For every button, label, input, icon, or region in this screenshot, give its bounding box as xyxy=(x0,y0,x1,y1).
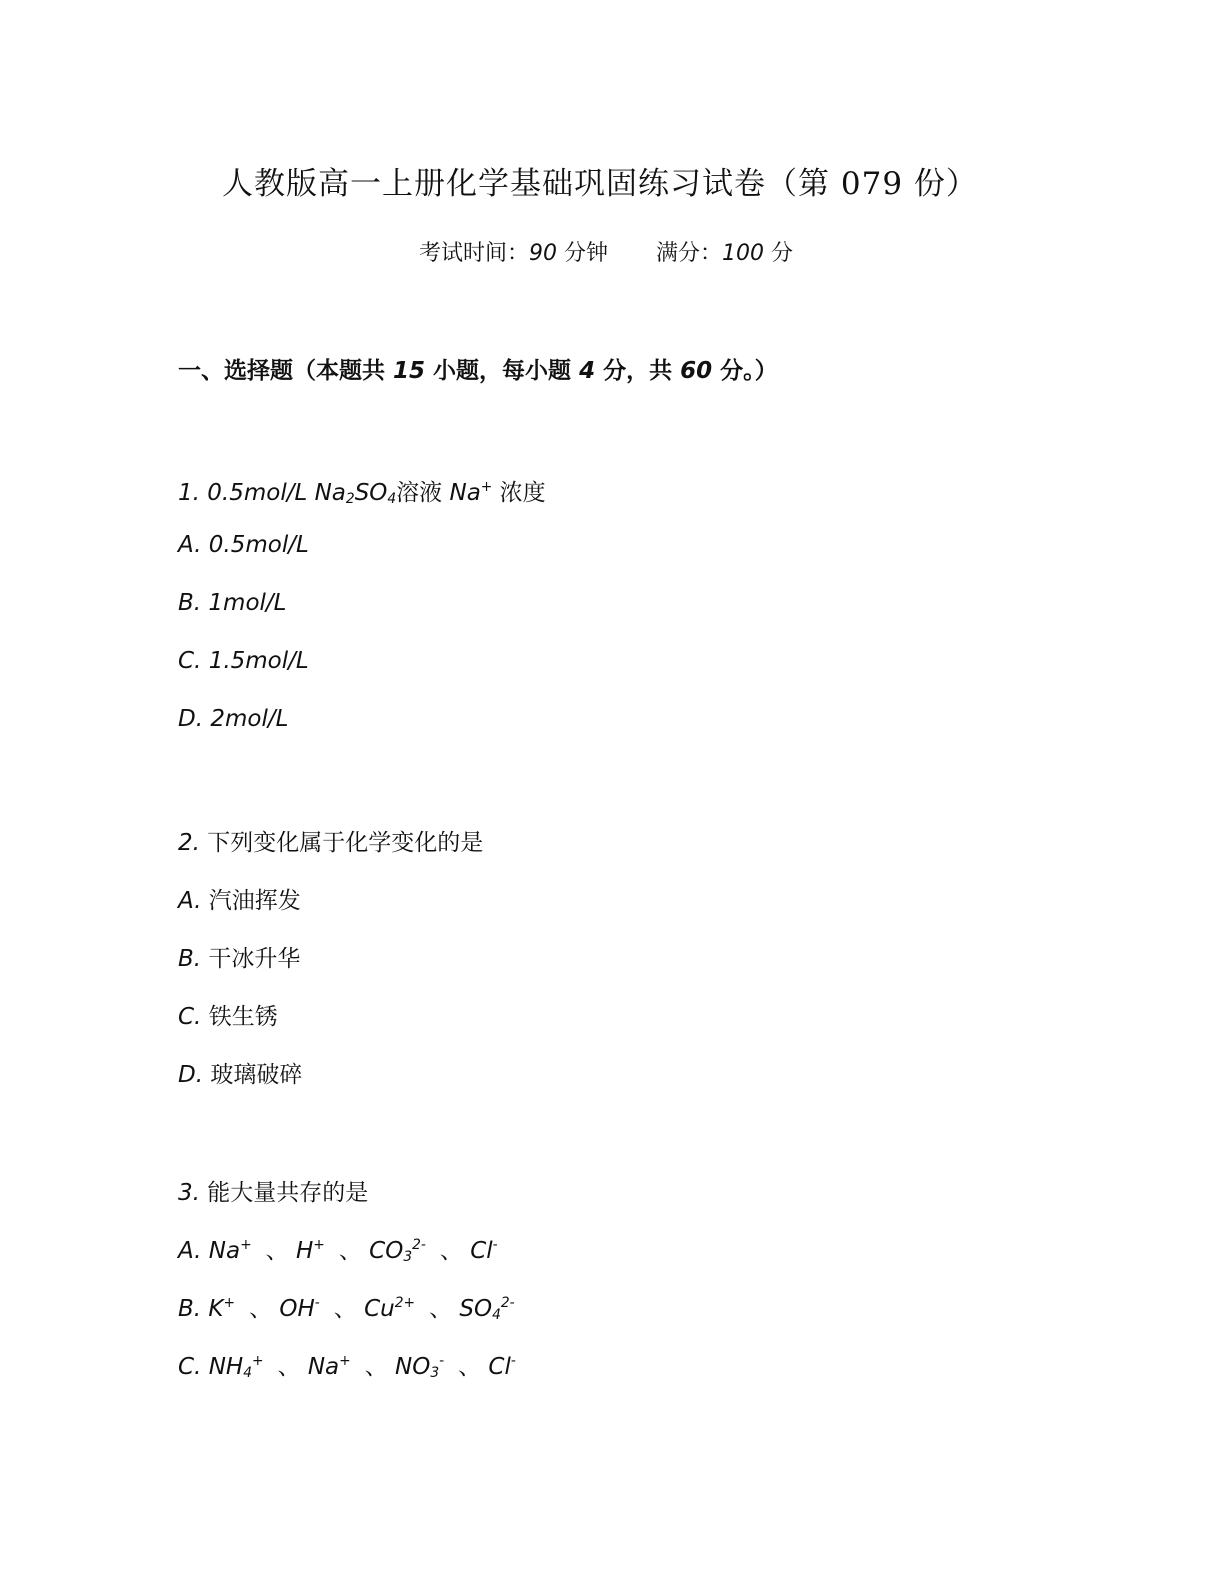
option-letter: C. xyxy=(178,1354,202,1380)
ion-charge: - xyxy=(439,1353,445,1369)
ion-subscript: 3 xyxy=(403,1249,413,1265)
question-1-option-b xyxy=(178,590,286,616)
ion: NO xyxy=(395,1354,431,1380)
option-text: 干冰升华 xyxy=(208,946,301,972)
section-suffix: 分。） xyxy=(720,357,778,384)
exam-info xyxy=(0,236,1212,267)
option-text: 1.5mol/L xyxy=(208,648,309,674)
q1-charge: + xyxy=(480,479,493,495)
ion: Na xyxy=(307,1354,340,1380)
ion-subscript: 4 xyxy=(243,1365,252,1381)
ion-charge: + xyxy=(339,1353,351,1369)
separator: 、 xyxy=(364,1354,388,1380)
ion: Cl xyxy=(470,1238,493,1264)
option-text: 铁生锈 xyxy=(208,1004,278,1030)
question-text: 能大量共存的是 xyxy=(207,1180,369,1206)
question-2-option-a xyxy=(178,882,301,915)
section-mid2: 分，共 xyxy=(603,357,673,384)
section-each: 4 xyxy=(579,358,596,384)
q1-formula-so: SO xyxy=(354,480,388,506)
option-letter: A. xyxy=(178,1238,202,1264)
ion: CO xyxy=(369,1238,404,1264)
question-3-option-b xyxy=(178,1290,515,1323)
page-title: 人教版高一上册化学基础巩固练习试卷（第 079 份） xyxy=(222,166,978,202)
section-total: 60 xyxy=(680,358,713,384)
option-text: 0.5mol/L xyxy=(208,532,309,558)
separator: 、 xyxy=(333,1296,357,1322)
ion-charge: 2+ xyxy=(394,1295,416,1311)
separator: 、 xyxy=(277,1354,301,1380)
question-3-stem xyxy=(178,1174,368,1207)
question-text: 下列变化属于化学变化的是 xyxy=(207,830,484,856)
separator: 、 xyxy=(249,1296,273,1322)
option-text: 玻璃破碎 xyxy=(210,1062,303,1088)
question-2-stem xyxy=(178,824,483,857)
question-number: 3. xyxy=(178,1180,200,1206)
option-letter: D. xyxy=(178,706,204,732)
question-1-stem xyxy=(178,474,546,507)
option-letter: A. xyxy=(178,888,202,914)
separator: 、 xyxy=(265,1238,289,1264)
score-value: 100 xyxy=(722,241,765,266)
option-letter: B. xyxy=(178,1296,202,1322)
section-heading xyxy=(178,352,778,385)
ion-charge: + xyxy=(240,1237,252,1253)
option-text: 2mol/L xyxy=(210,706,289,732)
separator: 、 xyxy=(338,1238,362,1264)
option-letter: B. xyxy=(178,590,202,616)
ion: K xyxy=(208,1296,224,1322)
option-letter: C. xyxy=(178,1004,202,1030)
ion-subscript: 3 xyxy=(430,1365,440,1381)
time-value: 90 xyxy=(528,241,557,266)
q1-text-concentration: 浓度 xyxy=(499,480,546,506)
question-number: 1. xyxy=(178,480,200,506)
q1-ion-na: Na xyxy=(449,480,481,506)
option-letter: C. xyxy=(178,648,202,674)
q1-sub-2: 2 xyxy=(345,491,355,507)
question-2-option-b xyxy=(178,940,300,973)
ion-charge: + xyxy=(223,1295,236,1311)
ion: Cl xyxy=(488,1354,511,1380)
separator: 、 xyxy=(439,1238,463,1264)
score-label: 满分： xyxy=(656,241,723,266)
ion-charge: + xyxy=(313,1237,325,1253)
ion-charge: 2- xyxy=(500,1295,515,1311)
question-2-option-c xyxy=(178,998,278,1031)
ion-charge: - xyxy=(314,1295,320,1311)
section-prefix: 一、选择题（本题共 xyxy=(178,357,385,384)
option-letter: D. xyxy=(178,1062,204,1088)
option-text: 1mol/L xyxy=(208,590,287,616)
question-1-option-a xyxy=(178,532,309,558)
question-1-option-c xyxy=(178,648,309,674)
ion-charge: 2- xyxy=(412,1237,426,1253)
option-letter: A. xyxy=(178,532,202,558)
ion: Na xyxy=(208,1238,241,1264)
question-2-option-d xyxy=(178,1056,302,1089)
ion-charge: - xyxy=(510,1353,516,1369)
separator: 、 xyxy=(429,1296,453,1322)
ion-charge: - xyxy=(492,1237,498,1253)
ion: SO xyxy=(459,1296,493,1322)
ion: Cu xyxy=(364,1296,395,1322)
ion: OH xyxy=(279,1296,315,1322)
q1-formula-na: Na xyxy=(314,480,346,506)
time-unit: 分钟 xyxy=(563,241,608,266)
q1-text-solution: 溶液 xyxy=(396,480,443,506)
q1-concentration: 0.5mol/L xyxy=(207,480,308,506)
question-1-option-d xyxy=(178,706,288,732)
ion-subscript: 4 xyxy=(492,1307,501,1323)
option-letter: B. xyxy=(178,946,202,972)
separator: 、 xyxy=(458,1354,482,1380)
ion-charge: + xyxy=(251,1353,264,1369)
time-label: 考试时间： xyxy=(418,241,529,266)
q1-sub-4: 4 xyxy=(387,491,397,507)
question-3-option-a xyxy=(178,1232,498,1265)
section-mid1: 小题，每小题 xyxy=(433,357,572,384)
option-text: 汽油挥发 xyxy=(208,888,301,914)
ion: NH xyxy=(208,1354,244,1380)
ion: H xyxy=(295,1238,314,1264)
section-count: 15 xyxy=(393,358,426,384)
score-unit: 分 xyxy=(771,241,794,266)
question-3-option-c xyxy=(178,1348,516,1381)
question-number: 2. xyxy=(178,830,200,856)
